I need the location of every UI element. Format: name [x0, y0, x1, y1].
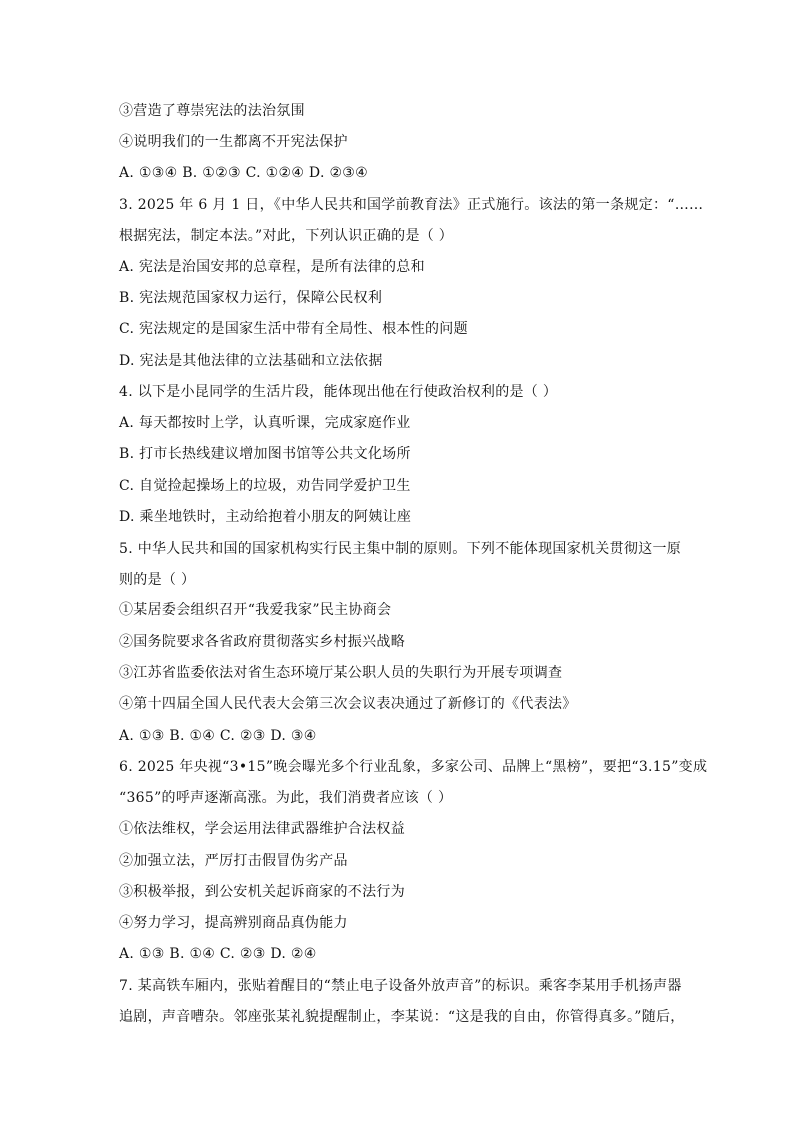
question-3-option-d: D. 宪法是其他法律的立法基础和立法依据	[119, 353, 383, 369]
question-6-statement-4: ④努力学习，提高辨别商品真伪能力	[119, 915, 348, 931]
question-6-stem-line-2: “365”的呼声逐渐高涨。为此，我们消费者应该（ ）	[119, 790, 453, 806]
question-3-option-a: A. 宪法是治国安邦的总章程，是所有法律的总和	[119, 259, 425, 275]
question-6-stem-line-1: 6. 2025 年央视“3•15”晚会曝光多个行业乱象，多家公司、品牌上“黑榜”，要把“3.15”变成	[119, 759, 708, 775]
question-5-statement-1: ①某居委会组织召开“我爱我家”民主协商会	[119, 602, 392, 618]
question-6-statement-3: ③积极举报，到公安机关起诉商家的不法行为	[119, 884, 405, 900]
question-4-option-c: C. 自觉捡起操场上的垃圾，劝告同学爱护卫生	[119, 478, 411, 494]
question-7-stem-line-2: 追剧，声音嘈杂。邻座张某礼貌提醒制止，李某说：“这是我的自由，你管得真多。”随后，	[119, 1009, 685, 1025]
option-statement-4: ④说明我们的一生都离不开宪法保护	[119, 134, 348, 150]
option-statement-3: ③营造了尊崇宪法的法治氛围	[119, 103, 305, 119]
question-4-option-a: A. 每天都按时上学，认真听课，完成家庭作业	[119, 415, 411, 431]
question-7-stem-line-1: 7. 某高铁车厢内，张贴着醒目的“禁止电子设备外放声音”的标识。乘客李某用手机扬声器	[119, 978, 682, 994]
question-4-option-b: B. 打市长热线建议增加图书馆等公共文化场所	[119, 446, 411, 462]
question-3-stem-line-1: 3. 2025 年 6 月 1 日，《中华人民共和国学前教育法》正式施行。该法的第一条规定：“……	[119, 197, 704, 213]
question-4-option-d: D. 乘坐地铁时，主动给抱着小朋友的阿姨让座	[119, 509, 412, 525]
question-5-statement-4: ④第十四届全国人民代表大会第三次会议表决通过了新修订的《代表法》	[119, 696, 577, 712]
question-3-option-b: B. 宪法规范国家权力运行，保障公民权利	[119, 290, 383, 306]
question-5-stem-line-1: 5. 中华人民共和国的国家机构实行民主集中制的原则。下列不能体现国家机关贯彻这一原	[119, 541, 682, 557]
question-6-statement-2: ②加强立法，严厉打击假冒伪劣产品	[119, 853, 348, 869]
question-5-statement-3: ③江苏省监委依法对省生态环境厅某公职人员的失职行为开展专项调查	[119, 665, 563, 681]
answer-choices-q2: A. ①③④ B. ①②③ C. ①②④ D. ②③④	[119, 165, 368, 181]
question-6-statement-1: ①依法维权，学会运用法律武器维护合法权益	[119, 821, 405, 837]
answer-choices-q6: A. ①③ B. ①④ C. ②③ D. ②④	[119, 946, 317, 962]
question-4-stem: 4. 以下是小昆同学的生活片段，能体现出他在行使政治权利的是（ ）	[119, 384, 558, 400]
answer-choices-q5: A. ①③ B. ①④ C. ②③ D. ③④	[119, 728, 317, 744]
question-3-option-c: C. 宪法规定的是国家生活中带有全局性、根本性的问题	[119, 321, 468, 337]
question-5-statement-2: ②国务院要求各省政府贯彻落实乡村振兴战略	[119, 634, 405, 650]
question-5-stem-line-2: 则的是（ ）	[119, 572, 196, 588]
question-3-stem-line-2: 根据宪法，制定本法。”对此，下列认识正确的是（ ）	[119, 228, 454, 244]
